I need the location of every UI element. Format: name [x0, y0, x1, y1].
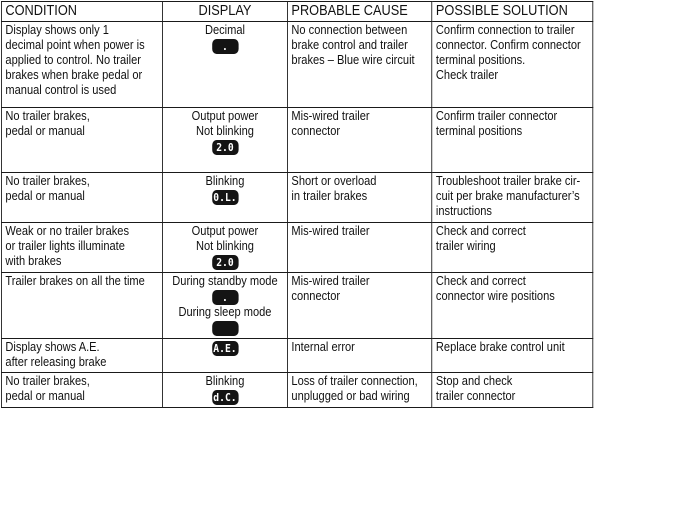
cause-cell: [287, 339, 431, 373]
condition-line: Display shows only 1: [5, 23, 109, 37]
display-cell: [162, 22, 287, 108]
condition-line: No trailer brakes,: [5, 374, 90, 388]
cause-line: Mis-wired trailer: [291, 274, 370, 288]
solution-cell: [432, 273, 593, 339]
condition-line: after releasing brake: [5, 355, 107, 369]
solution-line: Replace brake control unit: [435, 340, 565, 354]
solution-line: trailer connector: [435, 389, 516, 403]
condition-line: applied to control. No trailer: [5, 53, 141, 67]
cause-line: connector: [291, 289, 341, 303]
cause-cell: [287, 373, 431, 408]
table-header-row: [1, 2, 592, 22]
solution-line: cuit per brake manufacturer’s: [435, 189, 580, 203]
table-row: [1, 173, 592, 223]
display-label: Not blinking: [196, 239, 254, 253]
cause-line: unplugged or bad wiring: [291, 389, 410, 403]
condition-cell: [1, 273, 162, 339]
cause-line: Internal error: [291, 340, 355, 354]
display-label: Blinking: [205, 174, 245, 188]
condition-cell: [1, 223, 162, 273]
lcd-display-icon: .: [212, 39, 238, 54]
table-row: [1, 273, 592, 339]
cause-cell: [287, 108, 431, 173]
solution-line: connector. Confirm connector: [435, 38, 581, 52]
table-row: [1, 22, 592, 108]
lcd-display-icon: 2.0: [212, 140, 238, 155]
cause-cell: [287, 273, 431, 339]
display-cell: [162, 273, 287, 339]
cause-line: brake control and trailer: [291, 38, 408, 52]
table-row: [1, 108, 592, 173]
solution-line: Troubleshoot trailer brake cir-: [435, 174, 581, 188]
table-row: [1, 223, 592, 273]
condition-cell: [1, 373, 162, 408]
condition-line: or trailer lights illuminate: [5, 239, 125, 253]
solution-line: instructions: [435, 204, 492, 218]
condition-line: pedal or manual: [5, 189, 85, 203]
solution-line: connector wire positions: [435, 289, 555, 303]
lcd-display-icon: 2.0: [212, 255, 238, 270]
display-label: Output power: [191, 224, 259, 238]
cause-line: Mis-wired trailer: [291, 224, 370, 238]
solution-line: terminal positions: [435, 124, 523, 138]
display-label: Decimal: [204, 23, 245, 37]
condition-line: No trailer brakes,: [5, 174, 90, 188]
solution-cell: [432, 22, 593, 108]
cause-line: No connection between: [291, 23, 408, 37]
solution-line: Confirm trailer connector: [435, 109, 558, 123]
display-label: Output power: [191, 109, 259, 123]
solution-cell: [432, 173, 593, 223]
condition-cell: [1, 173, 162, 223]
cause-cell: [287, 22, 431, 108]
condition-line: brakes when brake pedal or: [5, 68, 143, 82]
display-label: Blinking: [205, 374, 245, 388]
condition-line: manual control is used: [5, 83, 117, 97]
solution-line: terminal positions.: [435, 53, 526, 67]
cause-cell: [287, 223, 431, 273]
lcd-display-icon: 0.L.: [213, 191, 237, 204]
cause-line: Loss of trailer connection,: [291, 374, 418, 388]
condition-line: decimal point when power is: [5, 38, 145, 52]
header-solution: POSSIBLE SOLUTION: [432, 2, 593, 22]
solution-cell: [432, 339, 593, 373]
condition-line: with brakes: [5, 254, 62, 268]
display-cell: [162, 339, 287, 373]
header-display: DISPLAY: [162, 2, 287, 22]
solution-line: Stop and check: [435, 374, 513, 388]
lcd-display-icon: A.E.: [213, 342, 237, 355]
condition-line: Display shows A.E.: [5, 340, 100, 354]
display-cell: [162, 173, 287, 223]
solution-cell: [432, 373, 593, 408]
header-cause: PROBABLE CAUSE: [287, 2, 431, 22]
solution-line: Check trailer: [435, 68, 499, 82]
lcd-display-icon: d.C.: [213, 391, 237, 404]
lcd-blank-display-icon: [212, 321, 238, 336]
header-condition: CONDITION: [1, 2, 162, 22]
display-cell: [162, 373, 287, 408]
display-label: During sleep mode: [178, 305, 272, 319]
solution-cell: [432, 108, 593, 173]
condition-line: No trailer brakes,: [5, 109, 90, 123]
display-label: During standby mode: [172, 274, 278, 288]
solution-line: trailer wiring: [435, 239, 496, 253]
display-label: Not blinking: [196, 124, 254, 138]
cause-line: Mis-wired trailer: [291, 109, 370, 123]
condition-line: pedal or manual: [5, 124, 85, 138]
solution-line: Check and correct: [435, 224, 526, 238]
cause-line: Short or overload: [291, 174, 377, 188]
display-cell: [162, 223, 287, 273]
cause-line: in trailer brakes: [291, 189, 368, 203]
solution-line: Confirm connection to trailer: [435, 23, 575, 37]
cause-line: brakes – Blue wire circuit: [291, 53, 415, 67]
condition-line: pedal or manual: [5, 389, 85, 403]
table-row: [1, 373, 592, 408]
condition-cell: [1, 22, 162, 108]
condition-cell: [1, 108, 162, 173]
condition-line: Trailer brakes on all the time: [5, 274, 145, 288]
solution-line: Check and correct: [435, 274, 526, 288]
condition-line: Weak or no trailer brakes: [5, 224, 130, 238]
cause-cell: [287, 173, 431, 223]
troubleshooting-table: [1, 1, 593, 408]
lcd-display-icon: .: [212, 290, 238, 305]
table-row: [1, 339, 592, 373]
condition-cell: [1, 339, 162, 373]
cause-line: connector: [291, 124, 341, 138]
solution-cell: [432, 223, 593, 273]
display-cell: [162, 108, 287, 173]
